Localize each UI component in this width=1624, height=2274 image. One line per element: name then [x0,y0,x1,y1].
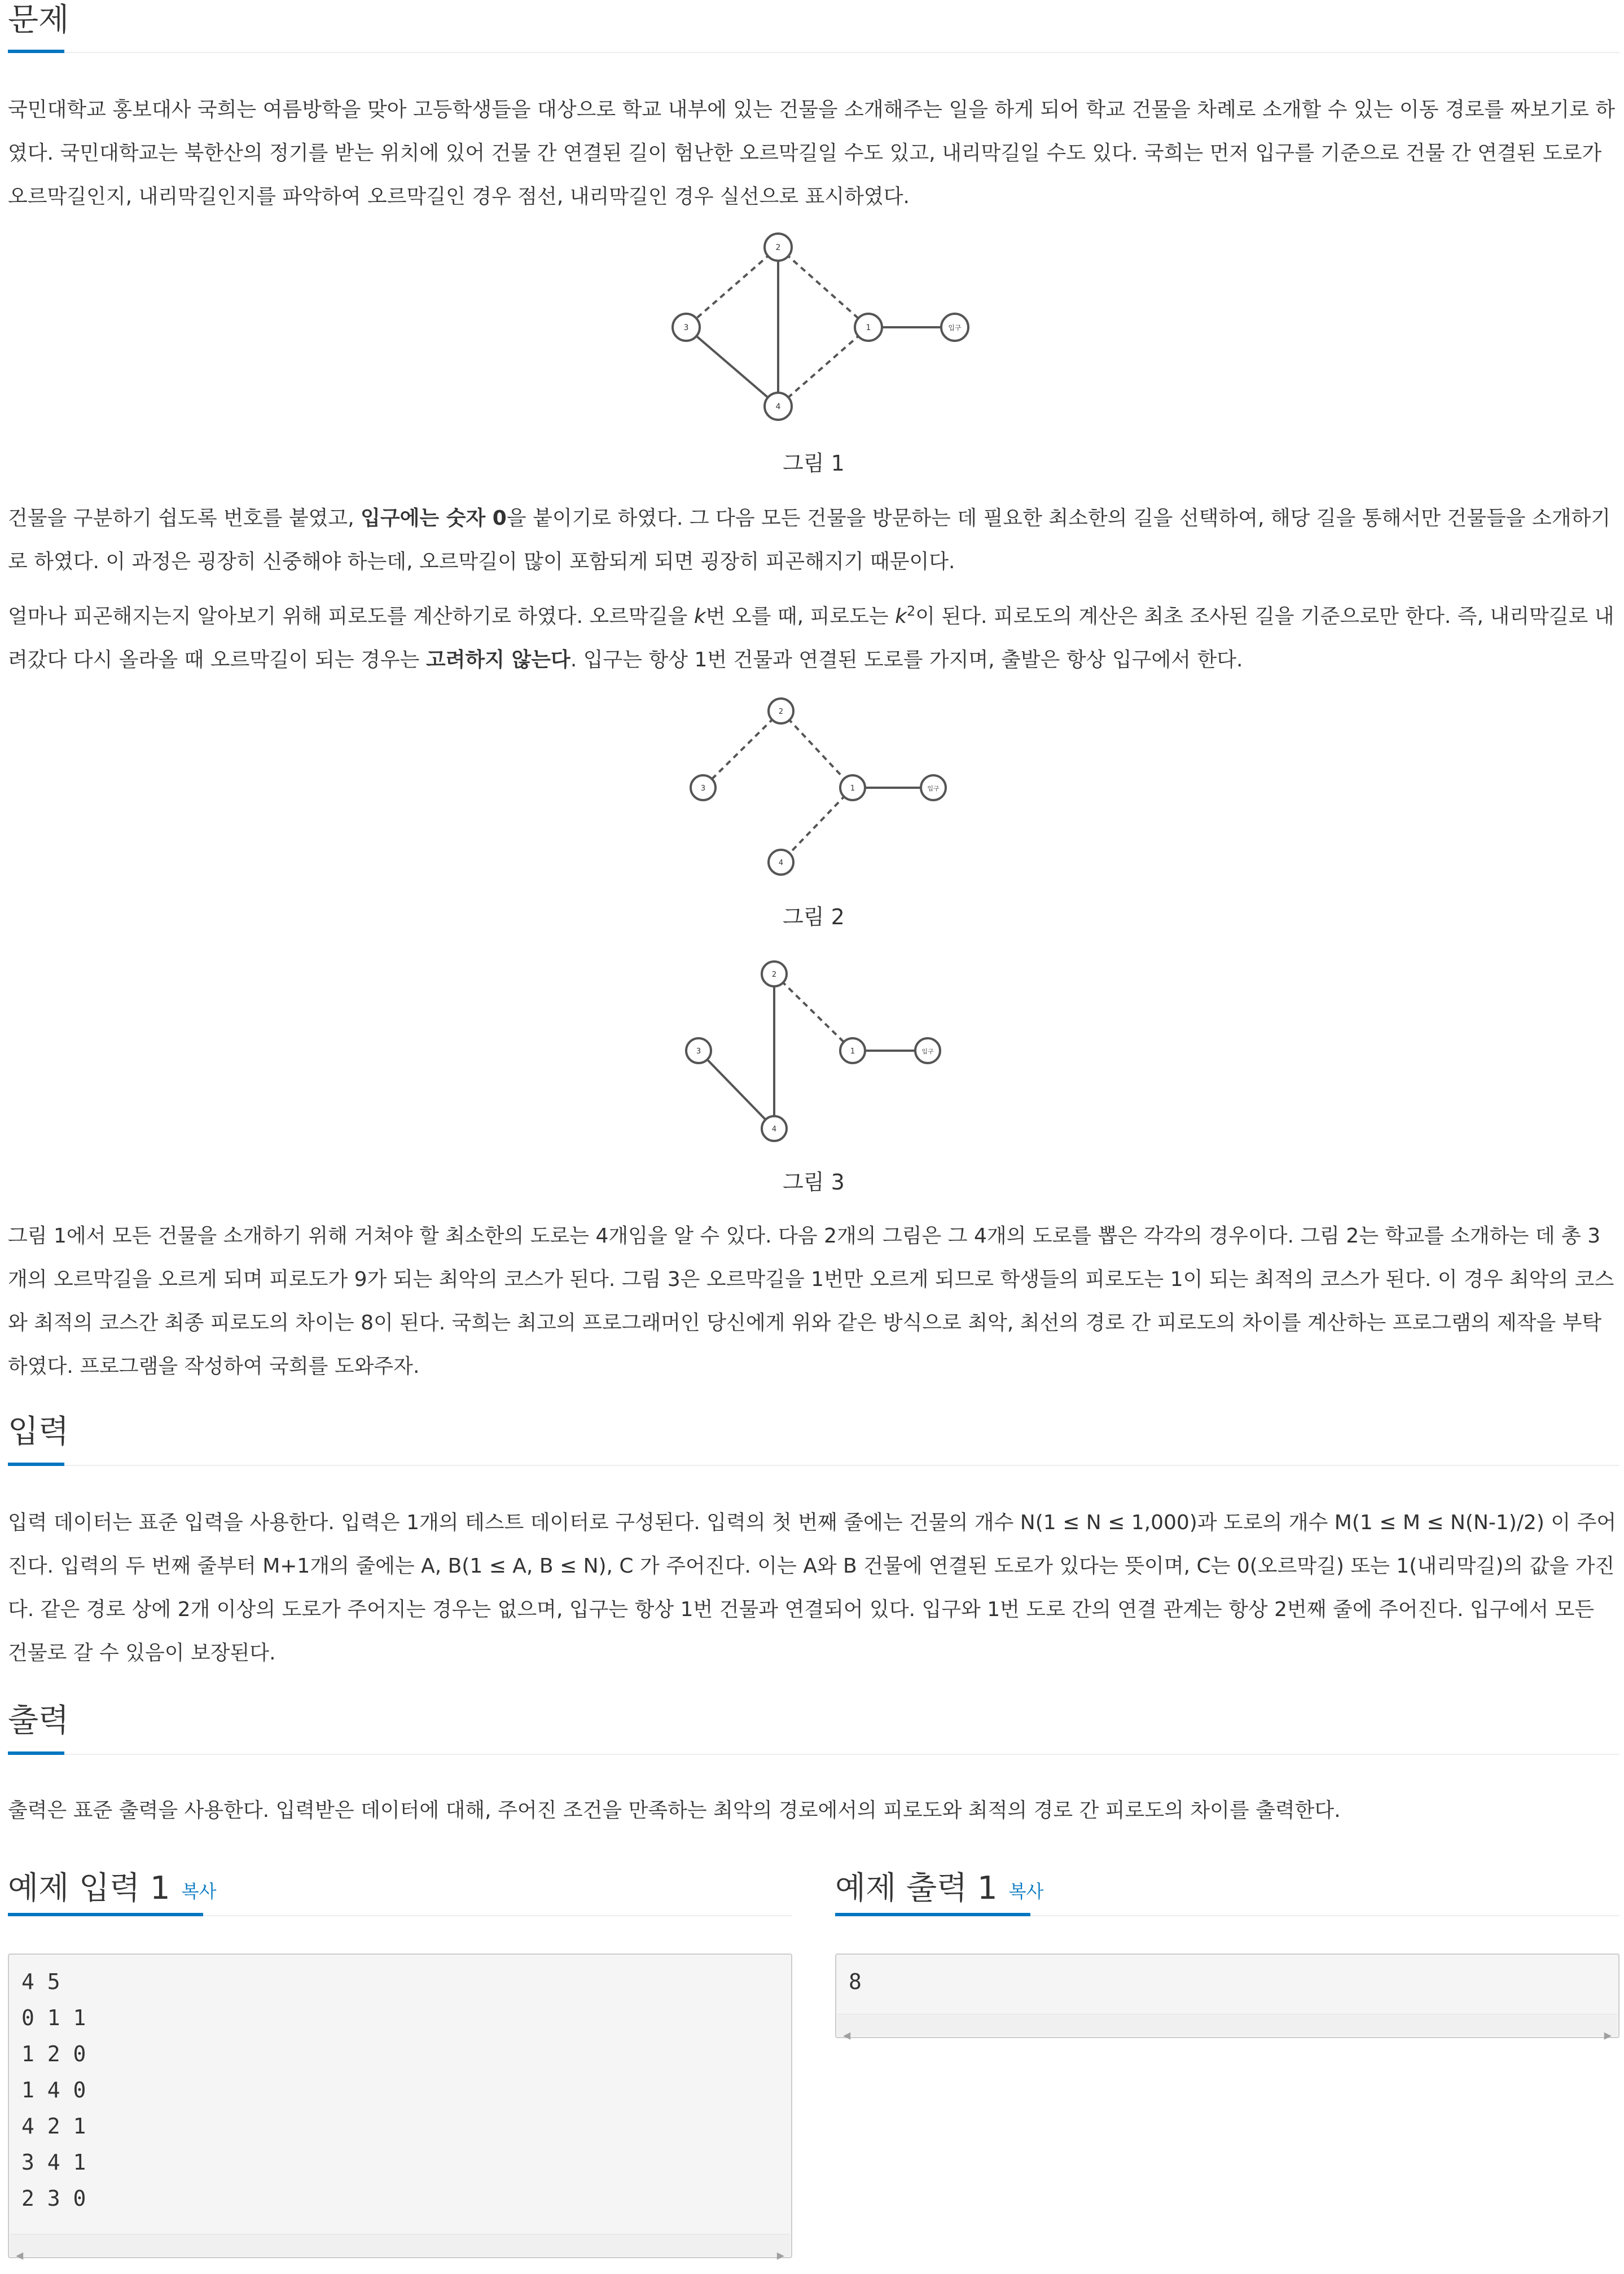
fig3-node-4-label: 4 [771,1125,777,1134]
para3-text-a: 얼마나 피곤해지는지 알아보기 위해 피로도를 계산하기로 하였다. 오르막길을 [8,605,694,628]
entrance-label: 입구 [948,324,962,332]
title-underline [835,1913,1030,1916]
node-4-label: 4 [775,402,781,411]
para2-text-a: 건물을 구분하기 쉽도록 번호를 붙였고, [8,507,361,530]
scroll-right-icon[interactable]: ▶ [1604,2029,1612,2043]
para3-sup: 2 [906,603,916,619]
para3-text-b: 번 오를 때, 피로도는 [705,605,896,628]
sample-input-line: 0 1 1 [21,2005,86,2030]
fig3-entrance-label: 입구 [921,1048,934,1055]
node-1-label: 1 [866,323,871,332]
horizontal-scrollbar[interactable] [10,2234,790,2263]
edge-2-3 [686,247,778,327]
sample-input-line: 1 4 0 [21,2078,86,2102]
sample-output-title: 예제 출력 1 [835,1870,998,1907]
divider [8,1465,1619,1466]
fig3-node-2-label: 2 [771,971,777,979]
problem-paragraph-2 [8,497,1619,583]
sample-input-title: 예제 입력 1 [8,1870,170,1907]
fig2-node-4-label: 4 [778,859,784,867]
sample-output-box[interactable] [835,1953,1619,2043]
sample-input-box[interactable] [8,1953,792,2263]
para3-text-d: . 입구는 항상 1번 건물과 연결된 도로를 가지며, 출발은 항상 입구에서 한다. [570,648,1243,671]
input-title: 입력 [8,1413,69,1450]
sample-input-line: 2 3 0 [21,2186,86,2211]
title-underline [8,1463,64,1466]
sample-input-line: 3 4 1 [21,2150,86,2175]
title-underline [8,1751,64,1755]
fig3-node-3-label: 3 [696,1047,701,1056]
problem-paragraph-4: 그림 1에서 모든 건물을 소개하기 위해 거쳐야 할 최소한의 도로는 4개임을 알 수 있다. 다음 2개의 그림은 그 4개의 도로를 뽑은 각각의 경우이다. 그림 2는 학교를 소개하는 데 총 3개의 오르막길을 오르게 되며 피로도가 9가 되는 최악의 코스가 된다. 그림 3은 오르막길을 1번만 오르게 되므로 학생들의 피로도는 1이 되는 최적의 코스가 된다. 이 경우 최악의 코스와 최적의 코스간 최종 피로도의 차이는 8이 된다. 국희는 최고의 프로그래머인 당신에게 위와 같은 방식으로 최악, 최선의 경로 간 피로도의 차이를 계산하는 프로그램의 제작을 부탁하였다. 프로그램을 작성하여 국희를 도와주자. [8,1224,1614,1378]
edge-3-4 [686,327,778,406]
figure-2-graph [685,694,956,880]
fig2-node-1-label: 1 [850,784,855,793]
para3-k: k [694,605,706,628]
fig3-node-1-label: 1 [850,1047,855,1056]
title-underline [8,1913,203,1916]
para2-text-c: 을 붙이기로 하였다. 그 다음 모든 건물을 방문하는 데 필요한 최소한의 길을 선택하여, 해당 길을 통해서만 건물들을 소개하기로 하였다. 이 과정은 굉장히 신중해야 하는데, 오르막길이 많이 포함되게 되면 굉장히 피곤해지기 때문이다. [8,507,1611,573]
figure-1-graph [662,226,978,429]
node-3-label: 3 [683,323,689,332]
sample-input-line: 4 2 1 [21,2114,86,2139]
para2-bold: 입구에는 숫자 0 [361,507,507,530]
node-2-label: 2 [775,243,781,252]
title-underline [8,50,64,53]
figure-1-caption: 그림 1 [783,451,845,476]
output-description: 출력은 표준 출력을 사용한다. 입력받은 데이터에 대해, 주어진 조건을 만족하는 최악의 경로에서의 피로도와 최적의 경로 간 피로도의 차이를 출력한다. [8,1799,1341,1822]
fig2-node-3-label: 3 [700,784,706,793]
copy-output-button[interactable]: 복사 [1008,1881,1044,1902]
sample-output-line: 8 [849,1969,862,1994]
para3-bold: 고려하지 않는다 [425,648,570,671]
figure-2-caption: 그림 2 [783,905,845,929]
problem-paragraph-3 [8,595,1619,682]
fig2-node-2-label: 2 [778,708,784,716]
scroll-left-icon[interactable]: ◀ [16,2249,24,2263]
output-title: 출력 [8,1702,69,1739]
sample-input-header [8,1863,792,1920]
para3-k2: k [895,605,907,628]
copy-input-button[interactable]: 복사 [181,1881,217,1902]
scroll-left-icon[interactable]: ◀ [843,2029,851,2043]
figure-3-graph [685,956,956,1142]
problem-paragraph-1: 국민대학교 홍보대사 국희는 여름방학을 맞아 고등학생들을 대상으로 학교 내부에 있는 건물을 소개해주는 일을 하게 되어 학교 건물을 차례로 소개할 수 있는 이동 경로를 짜보기로 하였다. 국민대학교는 북한산의 정기를 받는 위치에 있어 건물 간 연결된 길이 험난한 오르막길일 수도 있고, 내리막길일 수도 있다. 국희는 먼저 입구를 기준으로 건물 간 연결된 도로가 오르막길인지, 내리막길인지를 파악하여 오르막길인 경우 점선, 내리막길인 경우 실선으로 표시하였다. [8,98,1616,208]
problem-title: 문제 [8,2,69,38]
input-description: 입력 데이터는 표준 입력을 사용한다. 입력은 1개의 테스트 데이터로 구성된다. 입력의 첫 번째 줄에는 건물의 개수 N(1 ≤ N ≤ 1,000)과 도로의 개수 M(1 ≤ M ≤ N(N-1)/2) 이 주어진다. 입력의 두 번째 줄부터 M+1개의 줄에는 A, B(1 ≤ A, B ≤ N), C 가 주어진다. 이는 A와 B 건물에 연결된 도로가 있다는 뜻이며, C는 0(오르막길) 또는 1(내리막길)의 값을 가진다. 같은 경로 상에 2개 이상의 도로가 주어지는 경우는 없으며, 입구는 항상 1번 건물과 연결되어 있다. 입구와 1번 도로 간의 연결 관계는 항상 2번째 줄에 주어진다. 입구에서 모든 건물로 갈 수 있음이 보장된다. [8,1511,1617,1665]
scroll-right-icon[interactable]: ▶ [776,2249,784,2263]
sample-output-header [835,1863,1619,1920]
divider [8,52,1619,53]
sample-input-line: 4 5 [21,1969,60,1994]
horizontal-scrollbar[interactable] [837,2014,1617,2043]
edge-1-4 [778,327,868,406]
sample-input-line: 1 2 0 [21,2042,86,2066]
divider [8,1754,1619,1755]
fig2-entrance-label: 입구 [927,785,940,792]
edge-2-1 [778,247,868,327]
figure-3-caption: 그림 3 [783,1170,845,1195]
para3-text-c: 이 된다. 피로도의 계산은 최초 조사된 길을 기준으로만 한다. 즉, 내리막길로 내려갔다 다시 올라올 때 오르막길이 되는 경우는 [8,605,1614,671]
